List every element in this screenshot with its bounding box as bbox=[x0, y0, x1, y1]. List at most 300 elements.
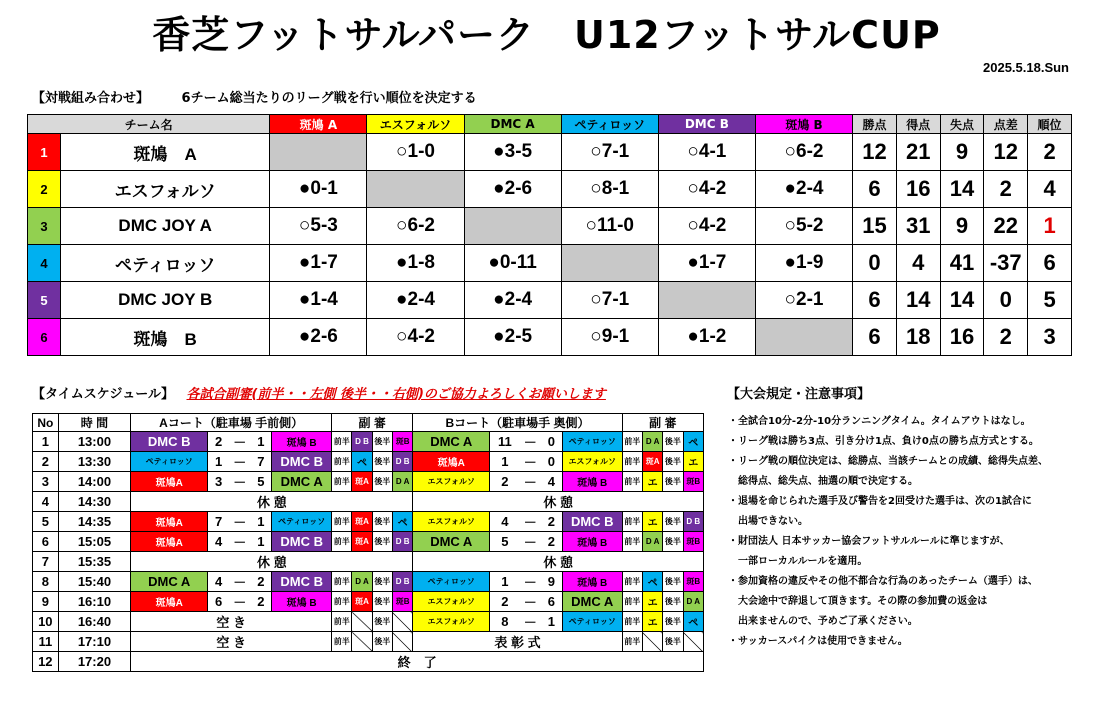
team-number: 2 bbox=[28, 171, 61, 208]
court-b-home: エスフォルソ bbox=[413, 592, 490, 612]
court-a-away: DMC B bbox=[272, 452, 332, 472]
team-name: DMC JOY A bbox=[61, 208, 270, 245]
match-no: 3 bbox=[33, 472, 59, 492]
result-cell: ●1-8 bbox=[367, 245, 464, 282]
points-cell: 6 bbox=[853, 282, 897, 319]
court-b-break: 休 憩 bbox=[413, 552, 704, 572]
ref-first-half-team: D A bbox=[642, 532, 662, 552]
ref-none bbox=[392, 632, 412, 652]
court-a-home: DMC A bbox=[131, 572, 208, 592]
rank-cell: 6 bbox=[1028, 245, 1072, 282]
team-name: ペティロッソ bbox=[61, 245, 270, 282]
header-goals-against: 失点 bbox=[940, 115, 984, 134]
team-number: 4 bbox=[28, 245, 61, 282]
court-b-score-home: 5 bbox=[490, 532, 520, 552]
goals-against-cell: 16 bbox=[940, 319, 984, 356]
schedule-row-12 bbox=[33, 652, 704, 672]
header-time: 時 間 bbox=[58, 414, 131, 432]
court-b-away: エスフォルソ bbox=[562, 452, 622, 472]
ref-second-half-team: D A bbox=[683, 592, 703, 612]
match-time: 16:10 bbox=[58, 592, 131, 612]
court-a-break: 休 憩 bbox=[131, 552, 413, 572]
score-dash: － bbox=[229, 592, 250, 612]
court-b-score-away: 2 bbox=[541, 512, 562, 532]
goals-for-cell: 18 bbox=[896, 319, 940, 356]
ref-second-half-team: ペ bbox=[683, 432, 703, 452]
points-cell: 6 bbox=[853, 319, 897, 356]
points-cell: 6 bbox=[853, 171, 897, 208]
ref-second-half-label: 後半 bbox=[372, 472, 392, 492]
court-a-away: DMC A bbox=[272, 472, 332, 492]
match-time: 14:00 bbox=[58, 472, 131, 492]
schedule-row-3 bbox=[33, 472, 704, 492]
league-row-1 bbox=[28, 134, 1072, 171]
team-number: 5 bbox=[28, 282, 61, 319]
rank-cell: 4 bbox=[1028, 171, 1072, 208]
court-b-score-away: 4 bbox=[541, 472, 562, 492]
court-b-home: ペティロッソ bbox=[413, 572, 490, 592]
ref-first-half-label: 前半 bbox=[332, 432, 352, 452]
header-goal-diff: 点差 bbox=[984, 115, 1028, 134]
header-ikaruga-a: 斑鳩 A bbox=[270, 115, 367, 134]
schedule-table bbox=[32, 413, 704, 672]
ref-first-half-label: 前半 bbox=[332, 452, 352, 472]
match-time: 13:00 bbox=[58, 432, 131, 452]
match-no: 12 bbox=[33, 652, 59, 672]
league-heading: 【対戦組み合わせ】 bbox=[32, 91, 150, 106]
schedule-heading: 【タイムスケジュール】 bbox=[32, 387, 174, 402]
ref-first-half-label: 前半 bbox=[622, 432, 642, 452]
ref-first-half-team: D B bbox=[352, 432, 372, 452]
match-time: 14:35 bbox=[58, 512, 131, 532]
header-court-b: Bコート（駐車場手 奥側） bbox=[413, 414, 622, 432]
result-cell: ●3-5 bbox=[464, 134, 561, 171]
court-b-home: エスフォルソ bbox=[413, 512, 490, 532]
result-cell: ●2-4 bbox=[755, 171, 852, 208]
court-a-score-away: 1 bbox=[250, 432, 271, 452]
goal-diff-cell: 2 bbox=[984, 319, 1028, 356]
ref-second-half-label: 後半 bbox=[663, 452, 683, 472]
schedule-end: 終 了 bbox=[131, 652, 704, 672]
court-b-away: ペティロッソ bbox=[562, 612, 622, 632]
ref-first-half-team: 斑A bbox=[642, 452, 662, 472]
goals-for-cell: 14 bbox=[896, 282, 940, 319]
league-section-heading bbox=[32, 87, 477, 106]
ref-second-half-label: 後半 bbox=[372, 512, 392, 532]
ref-first-half-label: 前半 bbox=[332, 532, 352, 552]
rule-item: 出来ませんので、予めご了承ください。 bbox=[728, 616, 918, 627]
result-cell: ●0-1 bbox=[270, 171, 367, 208]
ref-first-half-label: 前半 bbox=[332, 512, 352, 532]
ref-second-half-label: 後半 bbox=[663, 512, 683, 532]
match-no: 11 bbox=[33, 632, 59, 652]
schedule-row-2 bbox=[33, 452, 704, 472]
team-number: 1 bbox=[28, 134, 61, 171]
ref-second-half-team: D B bbox=[392, 452, 412, 472]
header-esforso: エスフォルソ bbox=[367, 115, 464, 134]
court-a-score-home: 1 bbox=[208, 452, 229, 472]
court-a-away: DMC B bbox=[272, 572, 332, 592]
rule-item: ・サッカースパイクは使用できません。 bbox=[728, 636, 908, 647]
result-cell: ●1-7 bbox=[658, 245, 755, 282]
result-cell: ○5-3 bbox=[270, 208, 367, 245]
rule-item: ・参加資格の違反やその他不都合な行為のあったチーム（選手）は、 bbox=[728, 576, 1038, 587]
result-cell: ●1-2 bbox=[658, 319, 755, 356]
match-no: 2 bbox=[33, 452, 59, 472]
ref-second-half-label: 後半 bbox=[663, 432, 683, 452]
ref-second-half-label: 後半 bbox=[663, 532, 683, 552]
court-b-away: DMC B bbox=[562, 512, 622, 532]
match-no: 4 bbox=[33, 492, 59, 512]
ref-none bbox=[642, 632, 662, 652]
league-row-4 bbox=[28, 245, 1072, 282]
result-cell bbox=[367, 171, 464, 208]
result-cell: ●1-7 bbox=[270, 245, 367, 282]
court-a-home: ペティロッソ bbox=[131, 452, 208, 472]
court-b-home: エスフォルソ bbox=[413, 472, 490, 492]
ref-second-half-team: 斑B bbox=[392, 432, 412, 452]
court-a-score-home: 2 bbox=[208, 432, 229, 452]
ref-second-half-label: 後半 bbox=[663, 612, 683, 632]
court-b-score-home: 2 bbox=[490, 592, 520, 612]
result-cell: ○7-1 bbox=[561, 282, 658, 319]
court-b-score-home: 1 bbox=[490, 452, 520, 472]
goals-against-cell: 9 bbox=[940, 134, 984, 171]
ref-second-half-label: 後半 bbox=[663, 472, 683, 492]
match-time: 16:40 bbox=[58, 612, 131, 632]
schedule-row-6 bbox=[33, 532, 704, 552]
ref-second-half-label: 後半 bbox=[372, 572, 392, 592]
score-dash: － bbox=[520, 612, 541, 632]
team-name: DMC JOY B bbox=[61, 282, 270, 319]
header-no: No bbox=[33, 414, 59, 432]
score-dash: － bbox=[520, 452, 541, 472]
ref-none bbox=[352, 632, 372, 652]
court-a-away: DMC B bbox=[272, 532, 332, 552]
header-petirosso: ペティロッソ bbox=[561, 115, 658, 134]
goal-diff-cell: 12 bbox=[984, 134, 1028, 171]
court-a-score-home: 6 bbox=[208, 592, 229, 612]
ref-second-half-team: エ bbox=[683, 452, 703, 472]
result-cell: ○4-2 bbox=[658, 208, 755, 245]
court-a-home: 斑鳩A bbox=[131, 532, 208, 552]
rule-item: ・退場を命じられた選手及び警告を2回受けた選手は、次の1試合に bbox=[728, 496, 1032, 507]
score-dash: － bbox=[520, 532, 541, 552]
court-a-score-away: 2 bbox=[250, 572, 271, 592]
goals-against-cell: 41 bbox=[940, 245, 984, 282]
rules-list bbox=[728, 412, 1078, 652]
goals-for-cell: 21 bbox=[896, 134, 940, 171]
court-b-home: DMC A bbox=[413, 432, 490, 452]
result-cell: ○1-0 bbox=[367, 134, 464, 171]
result-cell: ●2-4 bbox=[464, 282, 561, 319]
court-a-break: 休 憩 bbox=[131, 492, 413, 512]
goals-for-cell: 31 bbox=[896, 208, 940, 245]
rule-item: 大会途中で辞退して頂きます。その際の参加費の返金は bbox=[728, 596, 988, 607]
ref-first-half-team: 斑A bbox=[352, 532, 372, 552]
goals-against-cell: 14 bbox=[940, 171, 984, 208]
header-team-name: チーム名 bbox=[28, 115, 270, 134]
court-b-score-away: 1 bbox=[541, 612, 562, 632]
score-dash: － bbox=[520, 592, 541, 612]
score-dash: － bbox=[520, 572, 541, 592]
rank-cell: 5 bbox=[1028, 282, 1072, 319]
header-goals-for: 得点 bbox=[896, 115, 940, 134]
team-name: 斑鳩 B bbox=[61, 319, 270, 356]
rule-item: ・財団法人 日本サッカー協会フットサルルールに準じますが、 bbox=[728, 536, 1010, 547]
court-a-home: 斑鳩A bbox=[131, 592, 208, 612]
schedule-row-11 bbox=[33, 632, 704, 652]
rank-cell: 2 bbox=[1028, 134, 1072, 171]
ref-none bbox=[392, 612, 412, 632]
court-b-away: 斑鳩 B bbox=[562, 472, 622, 492]
header-points: 勝点 bbox=[853, 115, 897, 134]
team-number: 3 bbox=[28, 208, 61, 245]
ref-first-half-team: エ bbox=[642, 512, 662, 532]
points-cell: 15 bbox=[853, 208, 897, 245]
league-row-6 bbox=[28, 319, 1072, 356]
header-referee-a: 副 審 bbox=[332, 414, 413, 432]
result-cell: ●2-6 bbox=[270, 319, 367, 356]
result-cell: ○4-2 bbox=[658, 171, 755, 208]
ref-second-half-team: D B bbox=[392, 532, 412, 552]
ref-first-half-label: 前半 bbox=[622, 572, 642, 592]
goal-diff-cell: 0 bbox=[984, 282, 1028, 319]
schedule-header-row bbox=[33, 414, 704, 432]
schedule-row-9 bbox=[33, 592, 704, 612]
court-a-home: 斑鳩A bbox=[131, 512, 208, 532]
court-b-score-away: 0 bbox=[541, 452, 562, 472]
league-row-3 bbox=[28, 208, 1072, 245]
score-dash: － bbox=[520, 512, 541, 532]
team-name: エスフォルソ bbox=[61, 171, 270, 208]
ref-second-half-label: 後半 bbox=[663, 632, 683, 652]
result-cell: ●1-9 bbox=[755, 245, 852, 282]
ref-first-half-label: 前半 bbox=[622, 612, 642, 632]
ref-first-half-label: 前半 bbox=[622, 592, 642, 612]
ref-first-half-team: 斑A bbox=[352, 592, 372, 612]
page-title: 香芝フットサルパーク U12フットサルCUP bbox=[152, 13, 941, 57]
court-b-score-away: 2 bbox=[541, 532, 562, 552]
ref-first-half-label: 前半 bbox=[332, 592, 352, 612]
ref-first-half-team: 斑A bbox=[352, 512, 372, 532]
match-no: 1 bbox=[33, 432, 59, 452]
match-time: 15:40 bbox=[58, 572, 131, 592]
ref-second-half-team: 斑B bbox=[392, 592, 412, 612]
ref-first-half-label: 前半 bbox=[332, 472, 352, 492]
court-a-score-away: 2 bbox=[250, 592, 271, 612]
court-a-score-home: 4 bbox=[208, 532, 229, 552]
score-dash: － bbox=[229, 472, 250, 492]
ref-second-half-label: 後半 bbox=[372, 612, 392, 632]
match-time: 13:30 bbox=[58, 452, 131, 472]
ref-second-half-team: D B bbox=[683, 512, 703, 532]
ref-none bbox=[683, 632, 703, 652]
ref-first-half-team: D A bbox=[352, 572, 372, 592]
result-cell bbox=[658, 282, 755, 319]
match-no: 6 bbox=[33, 532, 59, 552]
score-dash: － bbox=[229, 432, 250, 452]
court-b-away: DMC A bbox=[562, 592, 622, 612]
rule-item: ・リーグ戦の順位決定は、総勝点、当該チームとの成績、総得失点差、 bbox=[728, 456, 1048, 467]
score-dash: － bbox=[229, 572, 250, 592]
rules-heading: 【大会規定・注意事項】 bbox=[727, 387, 871, 402]
result-cell: ○11-0 bbox=[561, 208, 658, 245]
goal-diff-cell: 22 bbox=[984, 208, 1028, 245]
result-cell bbox=[561, 245, 658, 282]
court-b-home: エスフォルソ bbox=[413, 612, 490, 632]
event-date: 2025.5.18.Sun bbox=[983, 60, 1069, 75]
ref-second-half-label: 後半 bbox=[372, 452, 392, 472]
court-b-score-away: 6 bbox=[541, 592, 562, 612]
ref-first-half-team: エ bbox=[642, 612, 662, 632]
ref-first-half-label: 前半 bbox=[622, 632, 642, 652]
ref-first-half-team: エ bbox=[642, 472, 662, 492]
goal-diff-cell: 2 bbox=[984, 171, 1028, 208]
result-cell: ○8-1 bbox=[561, 171, 658, 208]
ref-first-half-team: ペ bbox=[642, 572, 662, 592]
ref-second-half-label: 後半 bbox=[372, 432, 392, 452]
score-dash: － bbox=[229, 532, 250, 552]
ref-second-half-team: 斑B bbox=[683, 532, 703, 552]
ref-second-half-label: 後半 bbox=[372, 592, 392, 612]
league-description: 6チーム総当たりのリーグ戦を行い順位を決定する bbox=[181, 91, 477, 106]
court-a-score-home: 4 bbox=[208, 572, 229, 592]
ref-none bbox=[352, 612, 372, 632]
court-b-score-home: 8 bbox=[490, 612, 520, 632]
header-dmc-b: DMC B bbox=[658, 115, 755, 134]
result-cell: ●0-11 bbox=[464, 245, 561, 282]
rule-item: 出場できない。 bbox=[728, 516, 808, 527]
court-a-score-away: 7 bbox=[250, 452, 271, 472]
team-number: 6 bbox=[28, 319, 61, 356]
match-no: 9 bbox=[33, 592, 59, 612]
court-b-break: 休 憩 bbox=[413, 492, 704, 512]
court-a-score-away: 5 bbox=[250, 472, 271, 492]
ref-second-half-label: 後半 bbox=[372, 632, 392, 652]
schedule-row-5 bbox=[33, 512, 704, 532]
court-a-home: DMC B bbox=[131, 432, 208, 452]
rule-item: 総得点、総失点、抽選の順で決定する。 bbox=[728, 476, 918, 487]
result-cell bbox=[270, 134, 367, 171]
court-b-away: ペティロッソ bbox=[562, 432, 622, 452]
court-b-ceremony: 表 彰 式 bbox=[413, 632, 622, 652]
match-time: 15:05 bbox=[58, 532, 131, 552]
court-b-score-home: 2 bbox=[490, 472, 520, 492]
match-time: 14:30 bbox=[58, 492, 131, 512]
league-table bbox=[27, 114, 1072, 356]
header-ikaruga-b: 斑鳩 B bbox=[755, 115, 852, 134]
match-time: 17:10 bbox=[58, 632, 131, 652]
result-cell: ●2-5 bbox=[464, 319, 561, 356]
goals-for-cell: 16 bbox=[896, 171, 940, 208]
court-b-score-home: 1 bbox=[490, 572, 520, 592]
rule-item: ・全試合10分-2分-10分ランニングタイム。タイムアウトはなし。 bbox=[728, 416, 1031, 427]
score-dash: － bbox=[520, 432, 541, 452]
schedule-row-7 bbox=[33, 552, 704, 572]
goal-diff-cell: -37 bbox=[984, 245, 1028, 282]
match-time: 15:35 bbox=[58, 552, 131, 572]
ref-first-half-label: 前半 bbox=[622, 472, 642, 492]
court-a-score-away: 1 bbox=[250, 532, 271, 552]
ref-first-half-label: 前半 bbox=[332, 632, 352, 652]
court-a-free: 空 き bbox=[131, 612, 332, 632]
header-rank: 順位 bbox=[1028, 115, 1072, 134]
rank-cell: 3 bbox=[1028, 319, 1072, 356]
result-cell: ●1-4 bbox=[270, 282, 367, 319]
result-cell bbox=[755, 319, 852, 356]
rule-item: ・リーグ戦は勝ち3点、引き分け1点、負け0点の勝ち点方式とする。 bbox=[728, 436, 1039, 447]
league-row-5 bbox=[28, 282, 1072, 319]
header-court-a: Aコート（駐車場 手前側） bbox=[131, 414, 332, 432]
rule-item: 一部ローカルルールを適用。 bbox=[728, 556, 868, 567]
result-cell: ○5-2 bbox=[755, 208, 852, 245]
court-b-score-away: 0 bbox=[541, 432, 562, 452]
court-b-home: DMC A bbox=[413, 532, 490, 552]
ref-first-half-team: 斑A bbox=[352, 472, 372, 492]
court-a-score-home: 7 bbox=[208, 512, 229, 532]
ref-first-half-label: 前半 bbox=[622, 452, 642, 472]
schedule-row-1 bbox=[33, 432, 704, 452]
league-header-row bbox=[28, 115, 1072, 134]
ref-first-half-label: 前半 bbox=[622, 532, 642, 552]
court-b-score-away: 9 bbox=[541, 572, 562, 592]
court-b-score-home: 11 bbox=[490, 432, 520, 452]
result-cell: ○4-1 bbox=[658, 134, 755, 171]
points-cell: 12 bbox=[853, 134, 897, 171]
court-a-home: 斑鳩A bbox=[131, 472, 208, 492]
points-cell: 0 bbox=[853, 245, 897, 282]
ref-first-half-team: ペ bbox=[352, 452, 372, 472]
result-cell: ●2-6 bbox=[464, 171, 561, 208]
ref-second-half-label: 後半 bbox=[663, 572, 683, 592]
result-cell bbox=[464, 208, 561, 245]
ref-second-half-team: ペ bbox=[683, 612, 703, 632]
score-dash: － bbox=[520, 472, 541, 492]
result-cell: ○4-2 bbox=[367, 319, 464, 356]
court-a-score-home: 3 bbox=[208, 472, 229, 492]
schedule-row-10 bbox=[33, 612, 704, 632]
ref-second-half-label: 後半 bbox=[372, 532, 392, 552]
result-cell: ○7-1 bbox=[561, 134, 658, 171]
court-b-away: 斑鳩 B bbox=[562, 572, 622, 592]
match-no: 7 bbox=[33, 552, 59, 572]
goals-for-cell: 4 bbox=[896, 245, 940, 282]
court-a-away: 斑鳩 B bbox=[272, 592, 332, 612]
team-name: 斑鳩 A bbox=[61, 134, 270, 171]
referee-note: 各試合副審(前半・・左側 後半・・右側)のご協力よろしくお願いします bbox=[186, 387, 606, 402]
court-b-home: 斑鳩A bbox=[413, 452, 490, 472]
score-dash: － bbox=[229, 452, 250, 472]
ref-second-half-team: ペ bbox=[392, 512, 412, 532]
match-time: 17:20 bbox=[58, 652, 131, 672]
ref-second-half-team: D A bbox=[392, 472, 412, 492]
schedule-row-4 bbox=[33, 492, 704, 512]
ref-second-half-team: 斑B bbox=[683, 472, 703, 492]
court-a-away: 斑鳩 B bbox=[272, 432, 332, 452]
schedule-section-heading bbox=[32, 383, 606, 402]
score-dash: － bbox=[229, 512, 250, 532]
ref-second-half-team: D B bbox=[392, 572, 412, 592]
header-referee-b: 副 審 bbox=[622, 414, 703, 432]
result-cell: ●2-4 bbox=[367, 282, 464, 319]
ref-first-half-label: 前半 bbox=[332, 612, 352, 632]
court-a-away: ペティロッソ bbox=[272, 512, 332, 532]
ref-second-half-team: 斑B bbox=[683, 572, 703, 592]
ref-first-half-label: 前半 bbox=[622, 512, 642, 532]
match-no: 10 bbox=[33, 612, 59, 632]
result-cell: ○9-1 bbox=[561, 319, 658, 356]
